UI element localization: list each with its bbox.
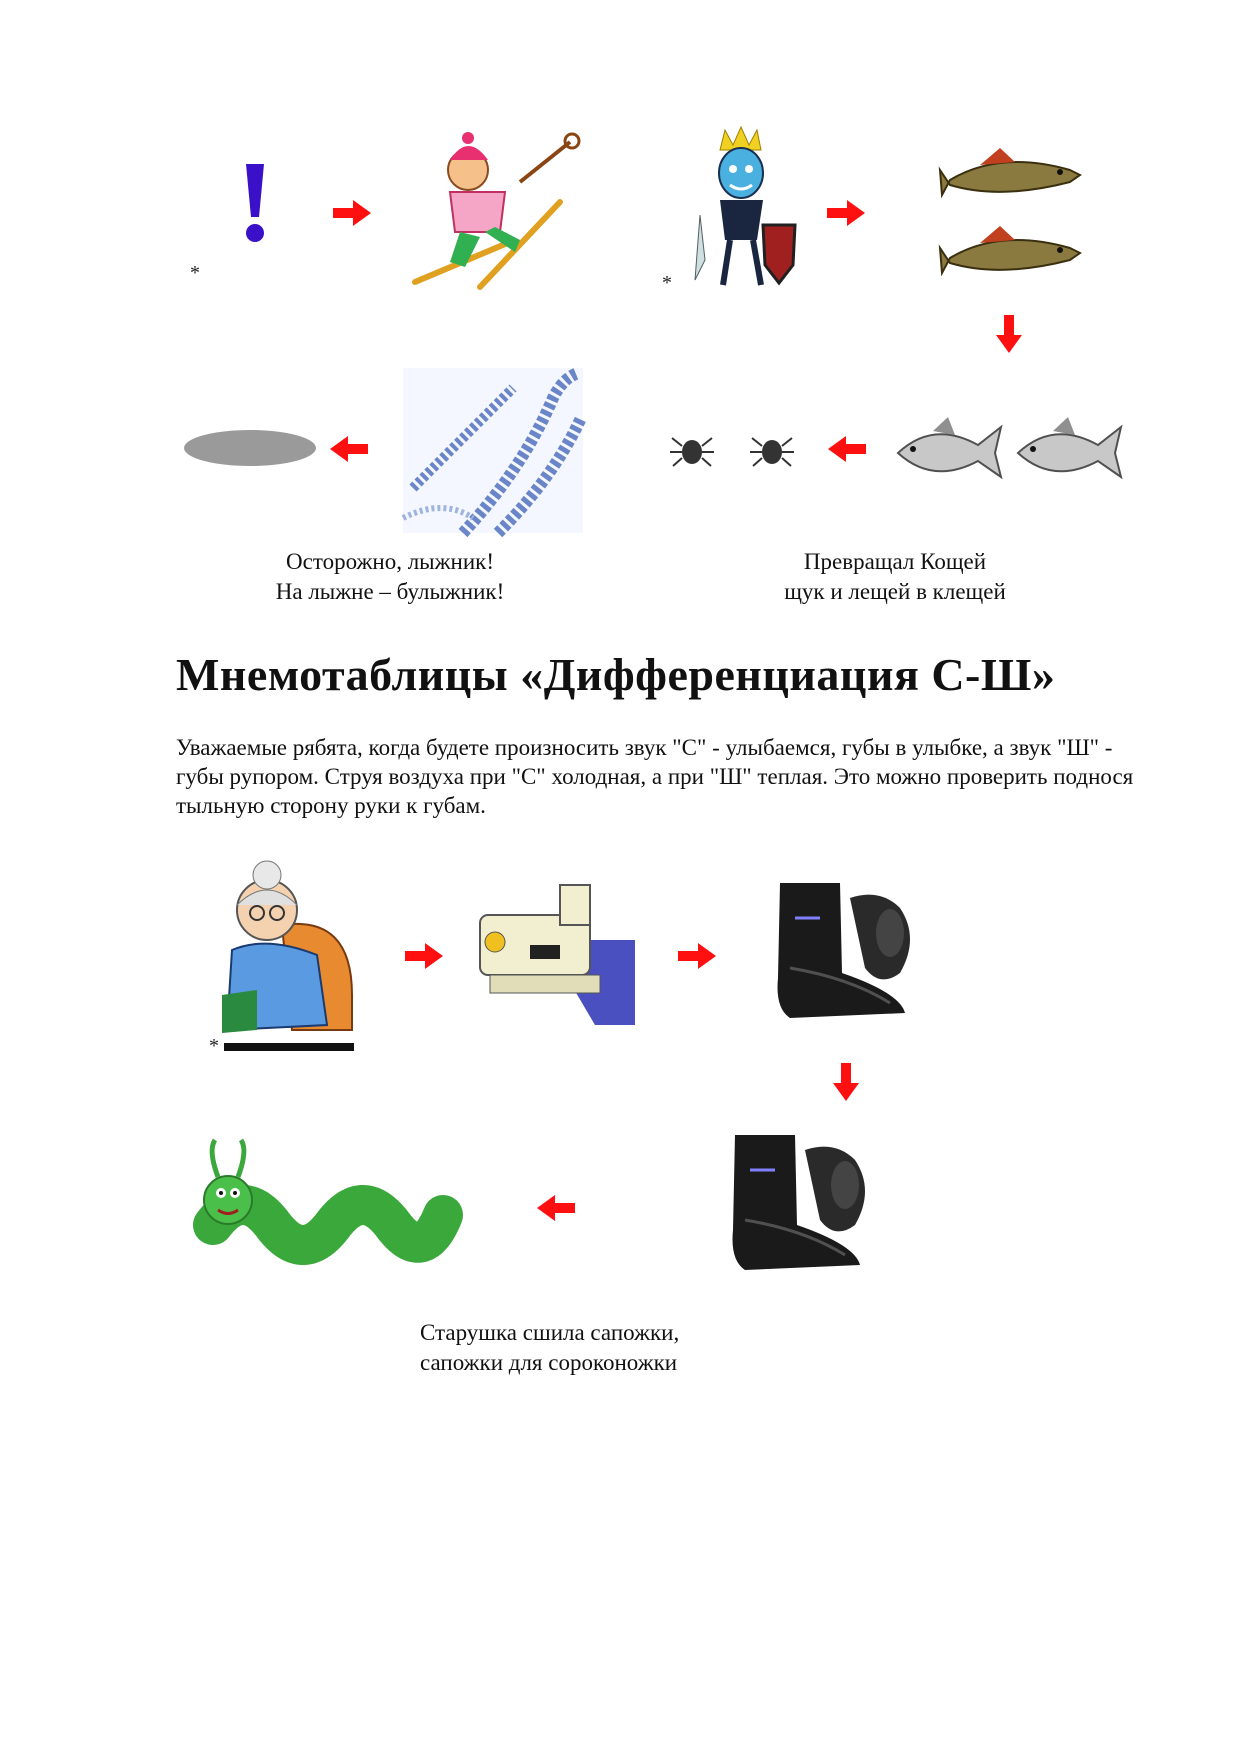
page-title: Мнемотаблицы «Дифференциация С-Ш» bbox=[176, 649, 1056, 700]
asterisk-marker: * bbox=[209, 1035, 219, 1057]
pike-fish-icon bbox=[940, 218, 1080, 288]
poem-line: Старушка сшила сапожки, bbox=[420, 1320, 680, 1345]
poem-old-woman bbox=[420, 1318, 720, 1378]
ski-track-icon bbox=[403, 368, 583, 533]
centipede-icon bbox=[193, 1135, 450, 1290]
poem-koschei bbox=[735, 547, 1055, 607]
arrow-right-icon bbox=[827, 200, 865, 226]
stone-icon bbox=[184, 430, 316, 466]
instruction-paragraph: Уважаемые рябята, когда будете произносить звук "С" - улыбаемся, губы в улыбке, а звук "Ш" - губы рупором. Струя воздуха при "С" холодная, а при "Ш" теплая. Это можно проверить поднося тыльную сторону руки к губам. bbox=[176, 735, 1134, 818]
old-woman-icon bbox=[222, 855, 357, 1055]
asterisk-marker: * bbox=[662, 272, 672, 294]
poem-line: щук и лещей в клещей bbox=[784, 579, 1006, 604]
tick-bug-icon bbox=[670, 432, 714, 470]
tick-bug-icon bbox=[750, 432, 794, 470]
arrow-right-icon bbox=[405, 943, 443, 969]
arrow-right-icon bbox=[333, 200, 371, 226]
boots-icon bbox=[750, 878, 930, 1023]
poem-line: На лыжне – булыжник! bbox=[275, 579, 505, 604]
arrow-down-icon bbox=[996, 315, 1022, 353]
exclamation-icon bbox=[240, 162, 270, 244]
poem-line: Превращал Кощей bbox=[803, 549, 987, 574]
poem-line: сапожки для сороконожки bbox=[420, 1350, 678, 1375]
sewing-machine-icon bbox=[475, 880, 635, 1025]
arrow-left-icon bbox=[330, 436, 368, 462]
arrow-right-icon bbox=[678, 943, 716, 969]
poem-line: Осторожно, лыжник! bbox=[286, 549, 494, 574]
bream-fish-icon bbox=[1013, 415, 1125, 485]
arrow-left-icon bbox=[828, 436, 866, 462]
pike-fish-icon bbox=[940, 140, 1080, 210]
koschei-icon bbox=[675, 125, 810, 290]
asterisk-marker: * bbox=[190, 262, 200, 284]
arrow-down-icon bbox=[833, 1063, 859, 1101]
poem-skier bbox=[230, 547, 550, 607]
bream-fish-icon bbox=[893, 415, 1005, 485]
arrow-left-icon bbox=[537, 1195, 575, 1221]
boots-icon bbox=[705, 1130, 885, 1275]
skier-icon bbox=[410, 132, 590, 292]
